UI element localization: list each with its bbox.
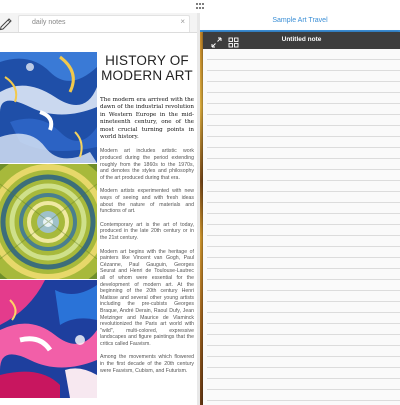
tab-daily-notes[interactable] xyxy=(18,15,190,32)
article-title-line-1: HISTORY OF xyxy=(105,53,189,68)
article-title-line-2: MODERN ART xyxy=(101,68,193,83)
article-title xyxy=(100,53,194,83)
article-paragraph: Among the movements which flowered in the first decade of the 20th century were Fauvism, Cubism, and Futurism. xyxy=(100,354,194,374)
tab-label: daily notes xyxy=(32,19,66,26)
top-drag-bar[interactable] xyxy=(0,0,400,13)
artwork-blue-abstract xyxy=(0,52,97,163)
artwork-column xyxy=(0,52,97,398)
tab-strip xyxy=(0,13,197,33)
note-titlebar[interactable] xyxy=(203,32,400,49)
right-tab-header[interactable] xyxy=(200,13,400,31)
left-pane xyxy=(0,13,197,405)
article-paragraph: Modern art begins with the heritage of painters like Vincent van Gogh, Paul Cézanne, Paul Gauguin, Georges Seurat and Henri de Toulouse-Lautrec all of whom were essential for the development of modern art. At the beginning of the 20th century Henri Matisse and several other young artists including the pre-cubists Georges Braque, André Derain, Raoul Dufy, Jean Metzinger and Maurice de Vlaminck revolutionized the Paris art world with "wild", multi-colored, expressive landscapes and figure paintings that the critics called Fauvism. xyxy=(100,248,194,347)
article-lead: The modern era arrived with the dawn of the industrial revolution in Western Europe in the mid-nineteenth century, one of the most crucial turning points in world history. xyxy=(100,97,194,141)
article-paragraph: Contemporary art is the art of today, produced in the late 20th century or in the 21st century. xyxy=(100,221,194,241)
note-title[interactable]: Untitled note xyxy=(281,36,322,43)
artwork-magenta-abstract xyxy=(0,280,97,398)
note-window xyxy=(203,32,400,405)
article xyxy=(100,53,194,374)
article-paragraph: Modern artists experimented with new ways of seeing and with fresh ideas about the nature of materials and functions of art. xyxy=(100,188,194,215)
note-body-lined-area[interactable] xyxy=(207,49,400,405)
article-paragraph: Modern art includes artistic work produced during the period extending roughly from the 1860s to the 1970s, and denotes the styles and philosophy of the art produced during that era. xyxy=(100,148,194,181)
tab-sample-art-travel[interactable]: Sample Art Travel xyxy=(272,17,328,24)
pencil-icon[interactable] xyxy=(0,15,14,31)
grip-icon[interactable] xyxy=(196,3,205,10)
close-icon[interactable]: × xyxy=(180,17,185,26)
artwork-spiral xyxy=(0,164,97,279)
right-pane xyxy=(200,13,400,405)
